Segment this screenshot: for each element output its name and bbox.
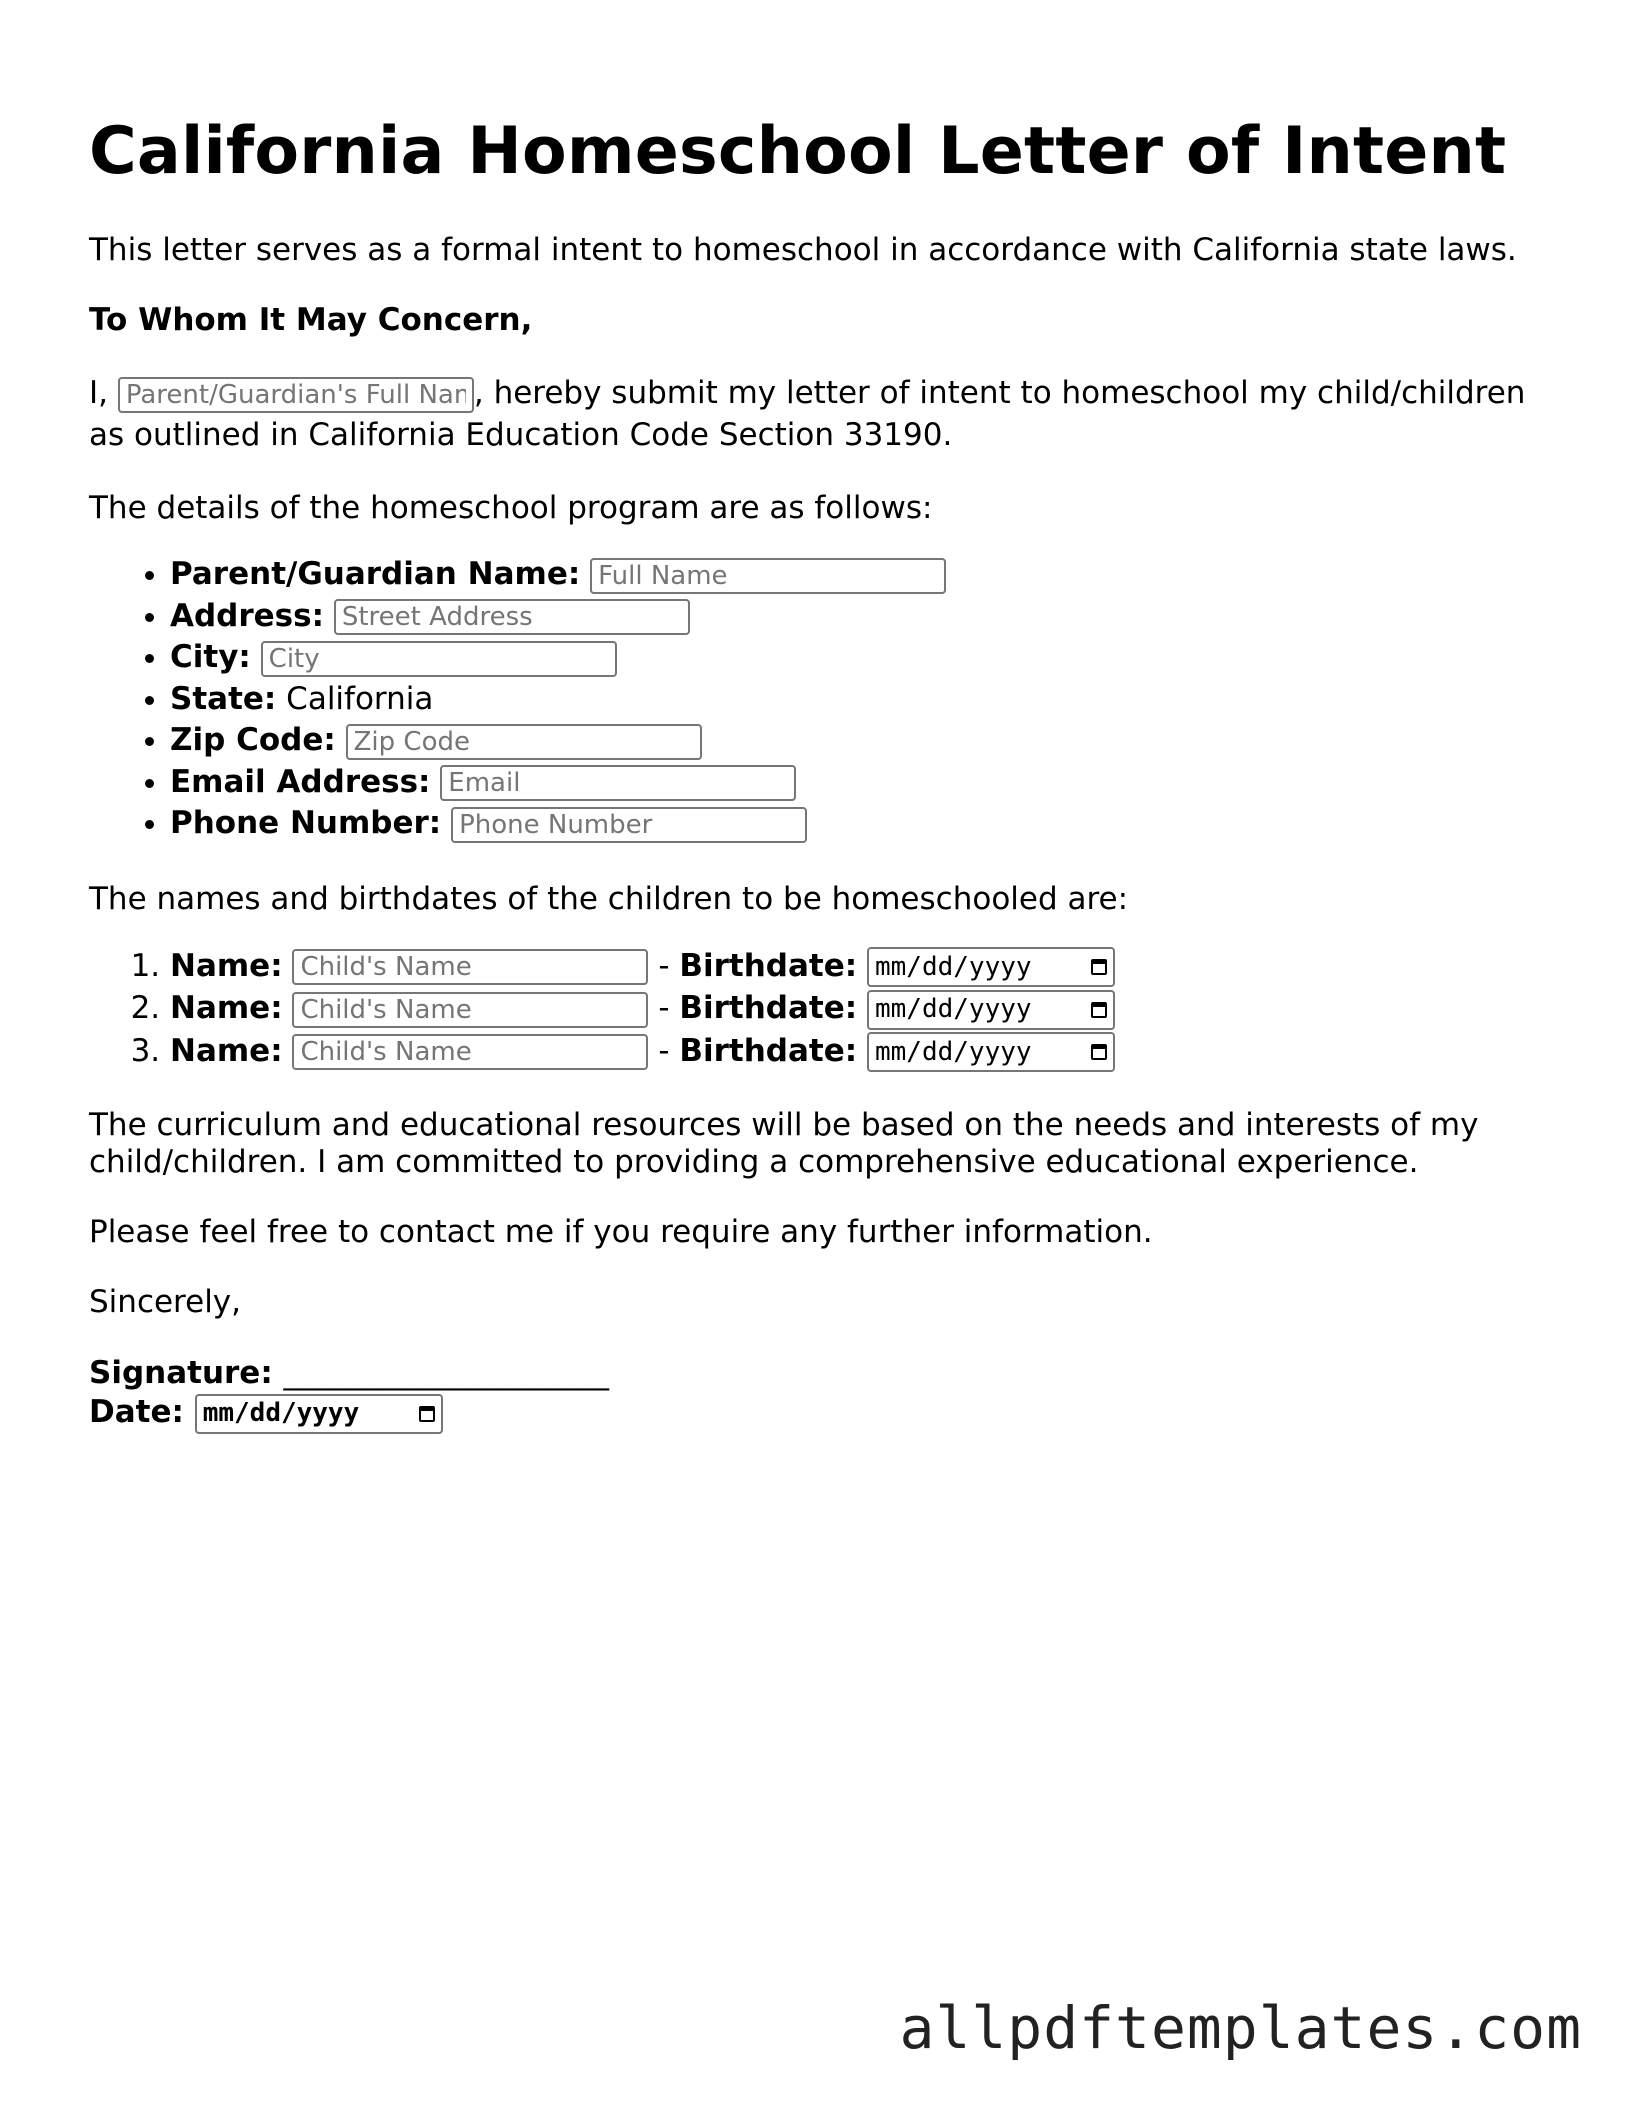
- children-list: [89, 945, 1559, 1073]
- statement-prefix: I,: [89, 375, 108, 411]
- date-placeholder: mm/dd/yyyy: [202, 1398, 360, 1428]
- letter-page: [89, 0, 1559, 1434]
- children-intro: The names and birthdates of the children to be homeschooled are:: [89, 880, 1129, 917]
- date-label: Date:: [89, 1394, 184, 1430]
- address-label: Address:: [170, 597, 324, 634]
- child-name-input[interactable]: [292, 1034, 648, 1070]
- details-list: [89, 554, 1559, 845]
- date-line: [89, 1393, 1559, 1434]
- greeting: To Whom It May Concern,: [89, 302, 533, 338]
- child-name-label: Name:: [170, 1032, 283, 1069]
- statement-paragraph: [89, 372, 1559, 456]
- date-placeholder: mm/dd/yyyy: [875, 994, 1032, 1025]
- city-input[interactable]: [261, 641, 617, 677]
- details-intro: The details of the homeschool program are as follows:: [89, 490, 933, 526]
- detail-zip: [170, 720, 1559, 762]
- phone-label: Phone Number:: [170, 805, 442, 841]
- city-label: City:: [170, 639, 251, 675]
- calendar-icon[interactable]: [1091, 959, 1107, 975]
- state-value: California: [286, 680, 434, 717]
- parent-full-name-input[interactable]: [118, 377, 474, 413]
- child-name-label: Name:: [170, 947, 283, 984]
- contact-paragraph: Please feel free to contact me if you require any further information.: [89, 1214, 1153, 1250]
- birthdate-input[interactable]: [867, 947, 1115, 987]
- detail-city: [170, 637, 1559, 679]
- email-input[interactable]: [440, 765, 796, 801]
- child-name-label: Name:: [170, 990, 283, 1026]
- detail-state: [170, 679, 1559, 721]
- closing-sincerely: Sincerely,: [89, 1284, 242, 1320]
- signature-date-input[interactable]: [195, 1394, 443, 1434]
- child-name-input[interactable]: [292, 992, 648, 1028]
- birthdate-label: Birthdate:: [679, 990, 858, 1026]
- child-row: [170, 1030, 1559, 1073]
- signature-label: Signature:: [89, 1355, 273, 1391]
- watermark: allpdftemplates.com: [899, 1994, 1582, 2062]
- date-placeholder: mm/dd/yyyy: [875, 951, 1032, 982]
- detail-parent-name: [170, 554, 1559, 596]
- calendar-icon[interactable]: [1091, 1002, 1107, 1018]
- birthdate-input[interactable]: [867, 1032, 1115, 1072]
- detail-email: [170, 762, 1559, 804]
- birthdate-input[interactable]: [867, 990, 1115, 1030]
- signature-line: [89, 1354, 1559, 1393]
- signature-blank: _____________________: [283, 1355, 610, 1391]
- child-row: [170, 945, 1559, 988]
- statement-suffix: , hereby submit my letter of intent to homeschool my child/children as outlined in California Education Code Section 33190.: [89, 375, 1526, 453]
- separator: -: [658, 947, 670, 984]
- curriculum-paragraph: The curriculum and educational resources will be based on the needs and interests of my child/children. I am committed to providing a comprehensive educational experience.: [89, 1107, 1479, 1180]
- page-title: California Homeschool Letter of Intent: [89, 114, 1507, 189]
- detail-phone: [170, 803, 1559, 845]
- email-label: Email Address:: [170, 763, 431, 800]
- calendar-icon[interactable]: [1091, 1044, 1107, 1060]
- zip-input[interactable]: [346, 724, 702, 760]
- detail-address: [170, 596, 1559, 638]
- state-label: State:: [170, 680, 277, 717]
- address-input[interactable]: [334, 599, 690, 635]
- child-name-input[interactable]: [292, 949, 648, 985]
- calendar-icon[interactable]: [419, 1406, 435, 1422]
- phone-input[interactable]: [451, 807, 807, 843]
- child-row: [170, 987, 1559, 1030]
- parent-name-input[interactable]: [590, 558, 946, 594]
- date-placeholder: mm/dd/yyyy: [875, 1036, 1032, 1067]
- birthdate-label: Birthdate:: [679, 947, 858, 984]
- intro-paragraph: This letter serves as a formal intent to homeschool in accordance with California state laws.: [89, 232, 1517, 268]
- separator: -: [658, 990, 670, 1026]
- zip-label: Zip Code:: [170, 722, 336, 758]
- birthdate-label: Birthdate:: [679, 1032, 858, 1069]
- parent-name-label: Parent/Guardian Name:: [170, 556, 581, 592]
- separator: -: [658, 1032, 670, 1069]
